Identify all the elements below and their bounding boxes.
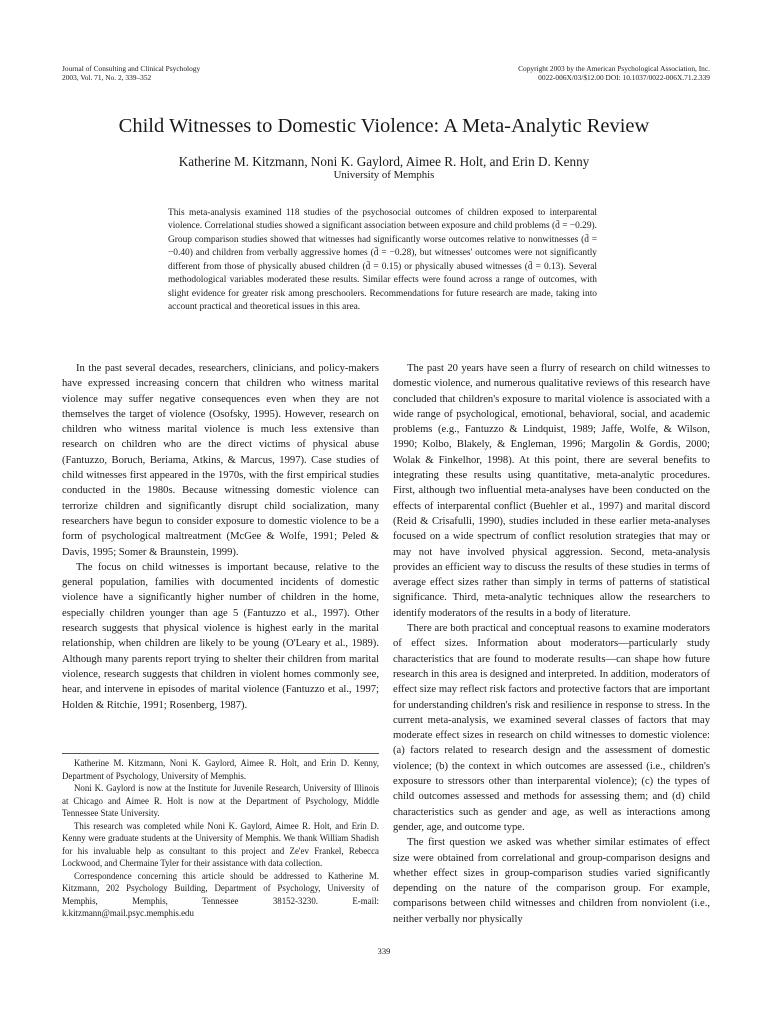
body-paragraph: There are both practical and conceptual reasons to examine moderators of effect sizes. Information about moderators—particularly study characteristics that are found to moderate results—can shape how future research in this area is designed and interpreted. In addition, moderators of effect size may reflect risk factors and protective factors that are important for understanding children's risk and resilience in response to stress. In the current meta-analysis, we examined several classes of factors that may moderate effect sizes in research on child witnesses to domestic violence: (a) factors related to research design and the assessment of domestic violence; (b) the context in which outcomes are assessed (i.e., children's exposure to stressors other than interparental violence); (c) the types of child outcomes assessed and methods for assessing them; and (d) child characteristics such as gender and age, as well as interactions among gender, age, and outcome type. bbox=[393, 623, 710, 833]
affiliation: University of Memphis bbox=[333, 169, 435, 181]
body-paragraph: The past 20 years have seen a flurry of research on child witnesses to domestic violence, and numerous qualitative reviews of this research have concluded that children's exposure to marital violence is associated with a wide range of psychological, emotional, behavioral, social, and academic problems (e.g., Fantuzzo & Lindquist, 1989; Jaffe, Wolfe, & Wilson, 1990; Kolbo, Blakely, & Engleman, 1996; Margolin & Gordis, 2000; Wolak & Finkelhor, 1998). At this point, there are several benefits to integrating these results using quantitative, meta-analytic procedures. First, although two influential meta-analyses have been conducted on the effects of interparental conflict (Buehler et al., 1997) and marital discord (Reid & Crisafulli, 1990), studies included in these earlier meta-analyses focused on a wide spectrum of conflict resolution strategies that may or may not have involved physical aggression. Second, meta-analysis provides an efficient way to discuss the results of these studies in terms of average effect sizes rather than simply in terms of patterns of statistical significance. Third, meta-analytic techniques allow the researchers to identify moderators of the results in a body of literature. bbox=[393, 363, 710, 619]
journal-name: Journal of Consulting and Clinical Psychology bbox=[62, 64, 201, 73]
page-number: 339 bbox=[377, 946, 391, 956]
author-note bbox=[62, 753, 379, 920]
abstract: This meta-analysis examined 118 studies of the psychosocial outcomes of children exposed to interparental violence. Correlational studies showed a significant association between exposure and child problems (d̄ = −0.29). Group comparison studies showed that witnesses had significantly worse outcomes relative to nonwitnesses (d̄ = −0.40) and children from verbally aggressive homes (d̄ = −0.28), but witnesses' outcomes were not significantly different from those of physically abused children (d̄ = 0.15) or physically abused witnesses (d̄ = 0.13). Several methodological variables moderated these results. Similar effects were found across a range of outcomes, with slight evidence for greater risk among preschoolers. Recommendations for future research are made, taking into account practical and theoretical issues in this area. bbox=[168, 208, 597, 313]
body-paragraph: The focus on child witnesses is important because, relative to the general population, families with documented incidents of domestic violence have a significantly higher number of children in the home, especially children younger than age 5 (Fantuzzo et al., 1997). Other research suggests that physical violence is highest early in the marital relationship, when children are likely to be young (O'Leary et al., 1989). Although many parents report trying to shelter their children from marital violence, research suggests that children in violent homes commonly see, hear, and intervene in episodes of marital violence (Fantuzzo et al., 1997; Holden & Ritchie, 1991; Rosenberg, 1987). bbox=[62, 561, 379, 711]
journal-volume: 2003, Vol. 71, No. 2, 339–352 bbox=[62, 73, 152, 82]
body-paragraph: The first question we asked was whether similar estimates of effect size were obtained from correlational and group-comparison designs and whether effect sizes in group-comparison studies varied significantly depending on the nature of the comparison group. For example, comparisons between child witnesses and children from nonviolent (i.e., neither verbally nor physically bbox=[393, 837, 710, 925]
footnote: Katherine M. Kitzmann, Noni K. Gaylord, Aimee R. Holt, and Erin D. Kenny, Department of Psychology, University of Memphis. bbox=[62, 758, 379, 781]
body-column-left bbox=[62, 361, 379, 713]
author-list: Katherine M. Kitzmann, Noni K. Gaylord, Aimee R. Holt, and Erin D. Kenny bbox=[178, 154, 590, 169]
body-column-right bbox=[393, 361, 710, 927]
body-paragraph: In the past several decades, researchers, clinicians, and policy-makers have expressed increasing concern that children who witness marital violence may suffer negative consequences even when they are not themselves the target of violence (Osofsky, 1995). However, research on children who witness marital violence is much less extensive than research on children who are the direct victims of physical abuse (Fantuzzo, Boruch, Beriama, Atkins, & Marcus, 1997). Case studies of child witnesses first appeared in the 1970s, with the first empirical studies conducted in the 1980s. Because witnessing domestic violence can terrorize children and significantly disrupt child socialization, many researchers have begun to consider exposure to domestic violence to be a form of psychological maltreatment (McGee & Wolfe, 1991; Peled & Davis, 1995; Somer & Braunstein, 1999). bbox=[62, 363, 379, 558]
footnote: Noni K. Gaylord is now at the Institute for Juvenile Research, University of Illinois at Chicago and Aimee R. Holt is now at the Department of Psychology, Middle Tennessee State University. bbox=[62, 783, 379, 818]
running-header-left bbox=[62, 64, 200, 82]
doi-line: 0022-006X/03/$12.00 DOI: 10.1037/0022-006X.71.2.339 bbox=[538, 73, 710, 82]
footnote: Correspondence concerning this article should be addressed to Katherine M. Kitzmann, 202 Psychology Building, Department of Psychology, University of Memphis, Memphis, Tennessee 38152-3230. E-mail: k.kitzmann@mail.psyc.memphis.edu bbox=[62, 870, 379, 918]
running-header-right bbox=[518, 64, 710, 82]
footnote: This research was completed while Noni K. Gaylord, Aimee R. Holt, and Erin D. Kenny were graduate students at the University of Memphis. We thank William Shadish for his invaluable help as consultant to this project and Ze'ev Frankel, Rebecca Lockwood, and Chermaine Tyler for their assistance with data collection. bbox=[62, 820, 379, 868]
article-title: Child Witnesses to Domestic Violence: A Meta-Analytic Review bbox=[118, 115, 650, 137]
copyright-line: Copyright 2003 by the American Psychological Association, Inc. bbox=[518, 64, 710, 73]
